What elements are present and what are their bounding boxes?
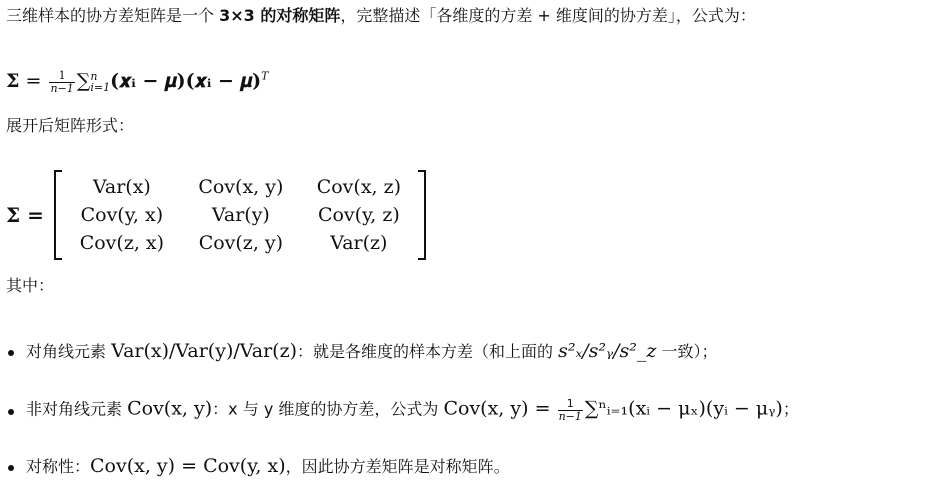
bullet-math: Cov(x, y) = [443, 397, 551, 420]
matrix-cell: Var(y) [211, 204, 270, 226]
matrix-cell: Cov(y, x) [80, 204, 164, 226]
bullet-text: 一致）； [656, 342, 718, 361]
matrix-cell: Var(x) [92, 176, 151, 198]
list-item [26, 398, 799, 422]
bullet-math: Var(x)/Var(y)/Var(z) [111, 340, 297, 362]
matrix-cell: Cov(z, x) [79, 232, 165, 254]
intro-paragraph [6, 8, 756, 24]
bullet-text: 非对角线元素 [26, 399, 128, 419]
fraction-denominator: n−1 [50, 81, 74, 95]
bullet-math: ∑ⁿᵢ₌₁(xᵢ − μₓ)(yᵢ − μᵧ) [584, 397, 783, 420]
bullet-text: ：x 与 y 维度的协方差，公式为 [212, 399, 444, 419]
matrix-cell: Cov(x, z) [316, 176, 402, 198]
bullet-text: ； [782, 399, 799, 419]
covariance-formula [6, 70, 269, 94]
fraction-denominator: n−1 [558, 409, 582, 423]
equals-sign: = [25, 70, 42, 93]
matrix-cell: Var(z) [330, 232, 388, 254]
transpose-superscript: T [261, 69, 269, 83]
where-label: 其中： [6, 276, 55, 295]
summation-lower: i=1 [90, 81, 111, 95]
fraction [49, 70, 74, 94]
matrix-cell: Cov(z, y) [198, 232, 284, 254]
summation-symbol: ∑ [76, 70, 91, 93]
bullet-math: Cov(x, y) = Cov(y, x) [90, 455, 286, 477]
bullet-math: s²ₓ/s²ᵧ/s²_z [558, 340, 657, 362]
bullet-text: ，因此协方差矩阵是对称矩阵。 [285, 457, 510, 476]
bullet-dot [8, 350, 14, 356]
matrix-cell: Cov(x, y) [198, 176, 284, 198]
expand-label: 展开后矩阵形式： [6, 116, 135, 135]
formula-term: (𝒙ᵢ − 𝝁)(𝒙ᵢ − 𝝁) [110, 70, 262, 93]
summation-upper: n [90, 70, 98, 84]
list-item [26, 457, 510, 476]
bullet-text: 对称性： [26, 457, 91, 476]
left-bracket [54, 170, 62, 260]
bullet-math: Cov(x, y) [127, 397, 213, 420]
right-bracket [418, 170, 426, 260]
bullet-text: ：就是各维度的样本方差（和上面的 [297, 342, 559, 361]
matrix-cell: Cov(y, z) [317, 204, 400, 226]
fraction [558, 398, 583, 422]
fraction-numerator: 1 [558, 398, 583, 411]
intro-text: 三维样本的协方差矩阵是一个 [6, 6, 220, 25]
list-item [26, 342, 718, 361]
matrix-label: Σ = [6, 203, 44, 227]
bullet-dot [8, 409, 14, 415]
fraction-numerator: 1 [49, 70, 74, 83]
bullet-dot [8, 465, 14, 471]
covariance-matrix [6, 170, 426, 260]
intro-text-tail: ，完整描述「各维度的方差 + 维度间的协方差」，公式为： [340, 6, 756, 25]
sigma-symbol: Σ [6, 70, 20, 93]
summation-limits [90, 71, 110, 93]
bullet-text: 对角线元素 [26, 342, 112, 361]
matrix-grid [62, 173, 418, 257]
intro-bold-text: 3×3 的对称矩阵 [219, 6, 341, 25]
